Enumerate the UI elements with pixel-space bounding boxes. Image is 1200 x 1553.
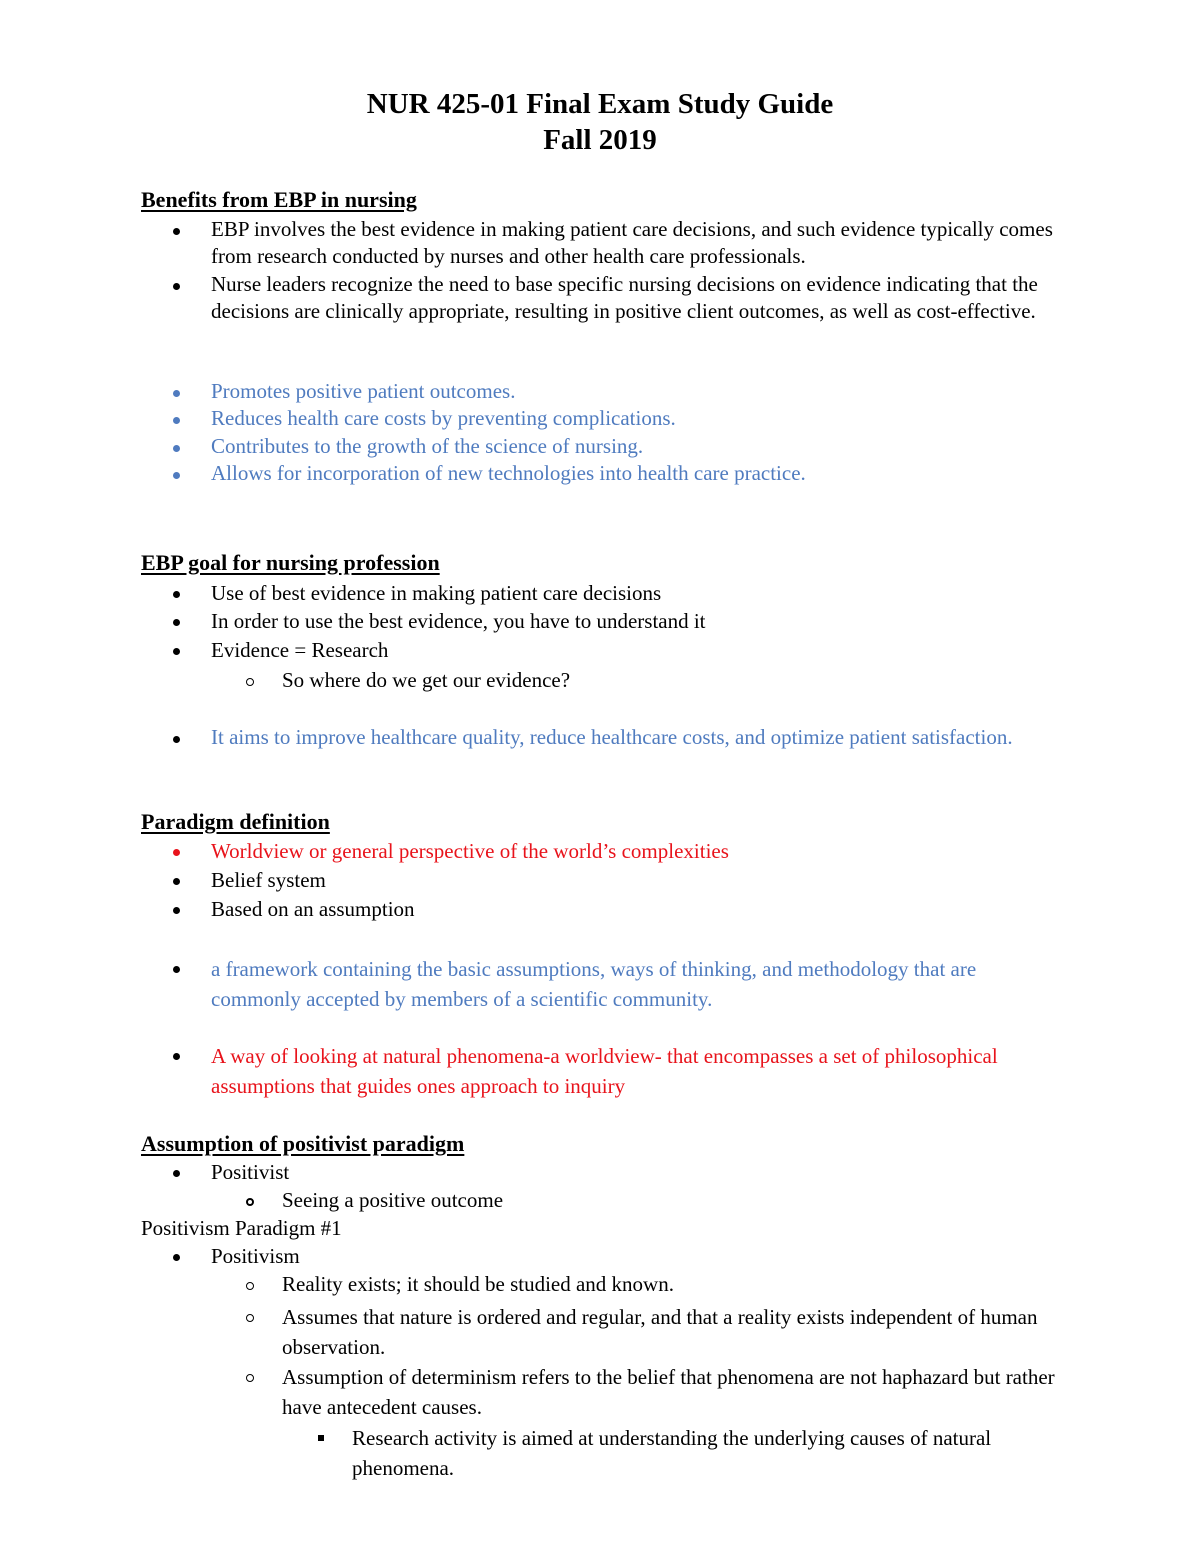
circle-bullet-icon: [246, 1270, 254, 1298]
list-item: So where do we get our evidence?: [282, 666, 1072, 694]
bullet-icon: [173, 579, 180, 607]
list-item: EBP involves the best evidence in making patient care decisions, and such evidence typically comes from research conducted by nurses and other health care professionals.: [211, 216, 1071, 270]
subheading-positivism-paradigm: Positivism Paradigm #1: [141, 1216, 342, 1240]
bullet-icon: [173, 460, 180, 488]
section-heading-paradigm-definition: Paradigm definition: [141, 809, 330, 834]
list-item: Assumes that nature is ordered and regular, and that a reality exists independent of human observation.: [282, 1302, 1072, 1362]
list-item: Nurse leaders recognize the need to base specific nursing decisions on evidence indicating that the decisions are clinically appropriate, resulting in positive client outcomes, as well as cost-effective.: [211, 271, 1071, 325]
circle-bullet-icon: [246, 1186, 254, 1214]
list-item: Research activity is aimed at understanding the underlying causes of natural phenomena.: [352, 1423, 1072, 1483]
bullet-icon: [173, 607, 180, 635]
bullet-icon: [173, 271, 180, 299]
bullet-icon: [173, 216, 180, 244]
bullet-icon: [173, 636, 180, 664]
list-item: Evidence = Research: [211, 636, 1071, 664]
list-item: Contributes to the growth of the science of nursing.: [211, 433, 1071, 460]
list-item: Positivism: [211, 1242, 1071, 1270]
list-item: Reality exists; it should be studied and known.: [282, 1270, 1072, 1298]
list-item: Assumption of determinism refers to the belief that phenomena are not haphazard but rather have antecedent causes.: [282, 1362, 1072, 1422]
bullet-icon: [173, 1041, 180, 1069]
bullet-icon: [173, 866, 180, 894]
list-item: Seeing a positive outcome: [282, 1186, 1072, 1214]
bullet-icon: [173, 954, 180, 982]
list-item: Positivist: [211, 1158, 1071, 1186]
bullet-icon: [173, 405, 180, 433]
bullet-icon: [173, 1242, 180, 1270]
list-item: Reduces health care costs by preventing complications.: [211, 405, 1071, 432]
list-item: Allows for incorporation of new technologies into health care practice.: [211, 460, 1071, 487]
list-item: A way of looking at natural phenomena-a worldview- that encompasses a set of philosophical assumptions that guides ones approach to inquiry: [211, 1041, 1071, 1101]
bullet-icon: [173, 433, 180, 461]
square-bullet-icon: [318, 1423, 324, 1451]
list-item: Promotes positive patient outcomes.: [211, 378, 1071, 405]
document-subtitle: Fall 2019: [543, 124, 657, 156]
list-item: Based on an assumption: [211, 895, 1071, 923]
section-heading-positivist-paradigm: Assumption of positivist paradigm: [141, 1131, 465, 1156]
bullet-icon: [173, 895, 180, 923]
circle-bullet-icon: [246, 666, 254, 694]
list-item: Worldview or general perspective of the world’s complexities: [211, 837, 1071, 865]
section-heading-ebp-benefits: Benefits from EBP in nursing: [141, 187, 417, 212]
bullet-icon: [173, 724, 180, 752]
list-item: In order to use the best evidence, you have to understand it: [211, 607, 1071, 635]
document-title: NUR 425-01 Final Exam Study Guide: [366, 88, 834, 120]
circle-bullet-icon: [246, 1302, 254, 1330]
list-item: a framework containing the basic assumptions, ways of thinking, and methodology that are commonly accepted by members of a scientific community.: [211, 954, 1071, 1014]
bullet-icon: [173, 378, 180, 406]
list-item: Use of best evidence in making patient care decisions: [211, 579, 1071, 607]
list-item: It aims to improve healthcare quality, reduce healthcare costs, and optimize patient satisfaction.: [211, 724, 1071, 751]
circle-bullet-icon: [246, 1362, 254, 1390]
bullet-icon: [173, 1158, 180, 1186]
bullet-icon: [173, 837, 180, 865]
section-heading-ebp-goal: EBP goal for nursing profession: [141, 550, 440, 575]
list-item: Belief system: [211, 866, 1071, 894]
